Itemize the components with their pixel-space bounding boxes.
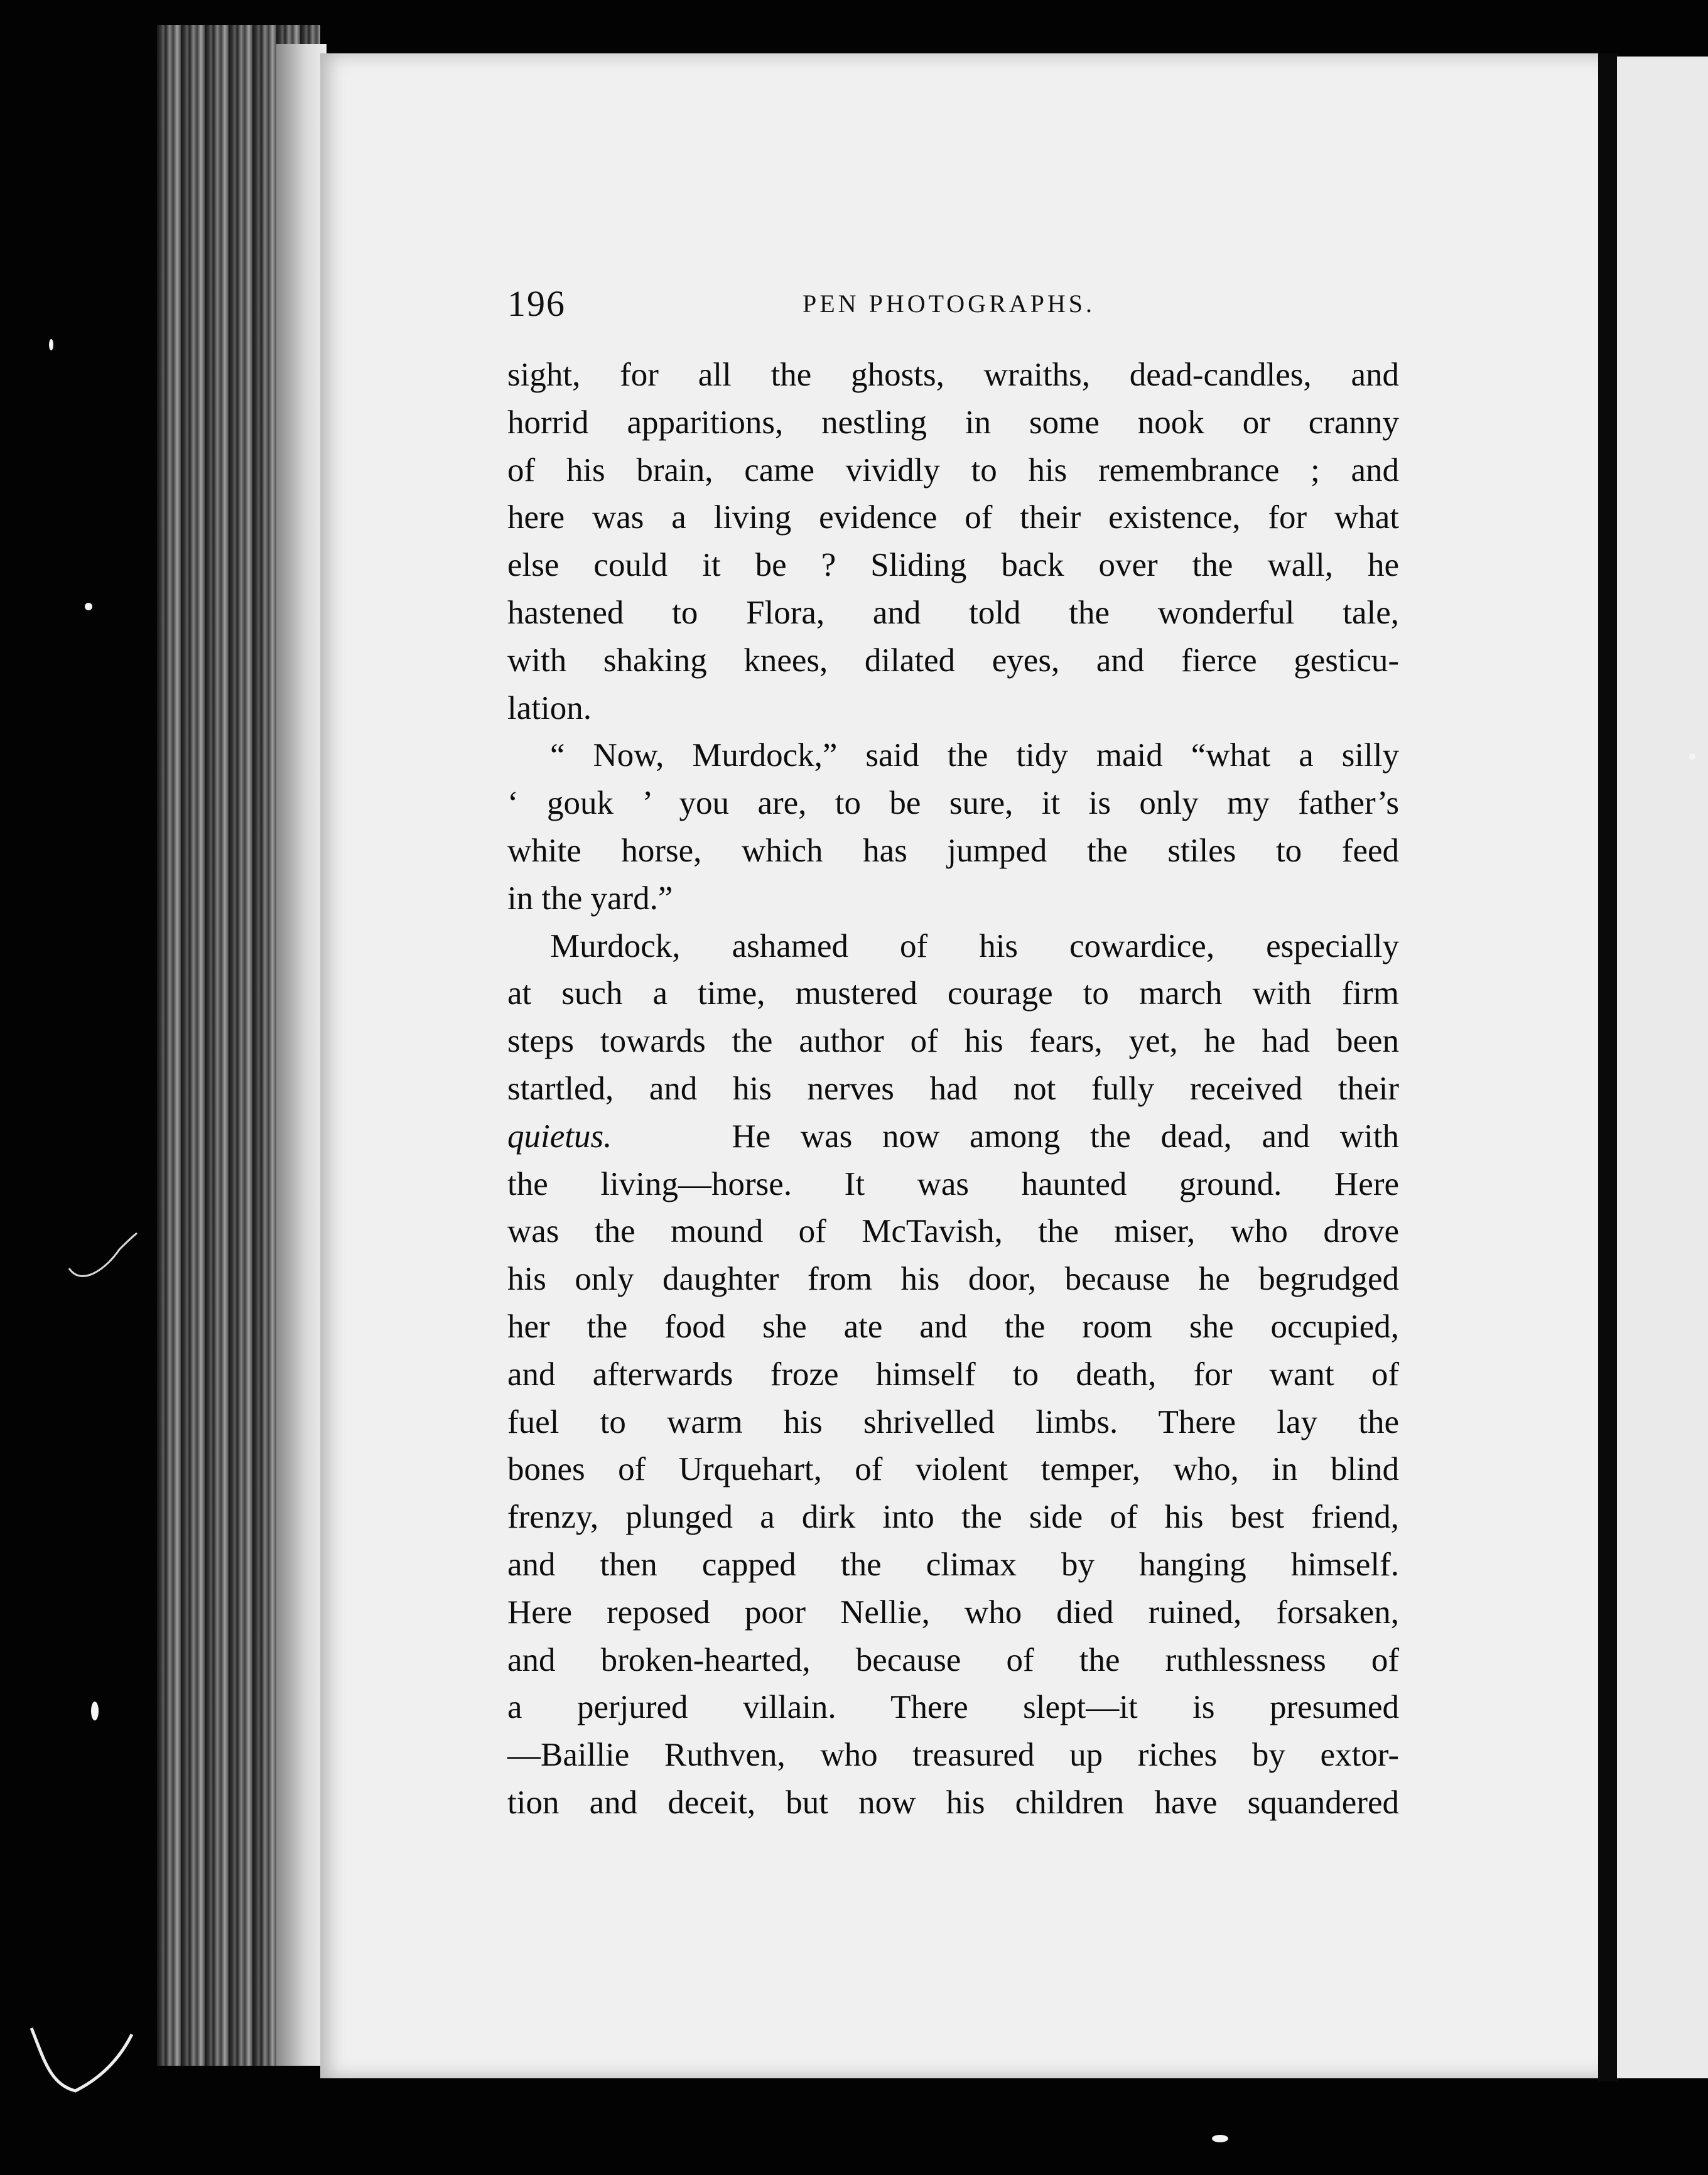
page-header xyxy=(507,283,1399,333)
paragraph-3 xyxy=(507,923,1399,1827)
text-line: tion and deceit, but now his children have squandered xyxy=(507,1784,1399,1821)
text-line: and afterwards froze himself to death, for want of xyxy=(507,1356,1399,1393)
text-line: Murdock, ashamed of his cowardice, especially xyxy=(550,927,1399,964)
facing-page-edge xyxy=(1617,57,1708,2078)
paragraph-2 xyxy=(507,732,1399,922)
text-line: Here reposed poor Nellie, who died ruined, forsaken, xyxy=(507,1594,1399,1631)
text-line: was the mound of McTavish, the miser, who drove xyxy=(507,1213,1399,1250)
text-line: here was a living evidence of their existence, for what xyxy=(507,499,1399,536)
book-page-edges-light xyxy=(276,44,327,2066)
page-number: 196 xyxy=(507,283,566,324)
text-line: and broken-hearted, because of the ruthlessness of xyxy=(507,1641,1399,1678)
text-line: at such a time, mustered courage to march with firm xyxy=(507,975,1399,1012)
text-line: and then capped the climax by hanging himself. xyxy=(507,1546,1399,1583)
gutter-shadow xyxy=(1598,53,1618,2081)
text-line: startled, and his nerves had not fully received their xyxy=(507,1070,1399,1107)
text-line: fuel to warm his shrivelled limbs. There lay the xyxy=(507,1403,1399,1440)
text-line: “ Now, Murdock,” said the tidy maid “what a silly xyxy=(550,737,1399,774)
paragraph-1 xyxy=(507,352,1399,732)
text-line: his only daughter from his door, because he begrudged xyxy=(507,1261,1399,1298)
text-line-mixed xyxy=(507,1113,1399,1161)
text-line: steps towards the author of his fears, yet, he had been xyxy=(507,1023,1399,1060)
scan-scratch-mark xyxy=(63,1231,138,1293)
text-line: with shaking knees, dilated eyes, and fierce gesticu- xyxy=(507,642,1399,679)
text-line: else could it be ? Sliding back over the wall, he xyxy=(507,547,1399,584)
text-line: of his brain, came vividly to his remembrance ; and xyxy=(507,451,1399,488)
text-line: horrid apparitions, nestling in some nook or cranny xyxy=(507,404,1399,441)
text-line: lation. xyxy=(507,689,592,726)
running-head: PEN PHOTOGRAPHS. xyxy=(803,289,1096,318)
scan-speck xyxy=(85,603,92,610)
text-line: frenzy, plunged a dirk into the side of his best friend, xyxy=(507,1499,1399,1536)
scan-speck xyxy=(49,339,53,350)
text-line: —Baillie Ruthven, who treasured up riches by extor- xyxy=(507,1737,1399,1774)
text-line: hastened to Flora, and told the wonderful tale, xyxy=(507,594,1399,631)
text-line: sight, for all the ghosts, wraiths, dead-candles, and xyxy=(507,357,1399,393)
body-text xyxy=(507,352,1399,1827)
scan-speck xyxy=(91,1702,99,1720)
text-line: ‘ gouk ’ you are, to be sure, it is only my father’s xyxy=(507,785,1399,822)
scan-speck xyxy=(1689,753,1695,760)
text-line: white horse, which has jumped the stiles to feed xyxy=(507,832,1399,869)
text-line: the living—horse. It was haunted ground. Here xyxy=(507,1165,1399,1202)
text-line: bones of Urquehart, of violent temper, who, in blind xyxy=(507,1451,1399,1488)
scan-speck xyxy=(1212,2135,1228,2142)
italic-word: quietus. xyxy=(507,1118,612,1155)
scan-scratch-mark xyxy=(25,2022,138,2097)
text-line: a perjured villain. There slept—it is presumed xyxy=(507,1689,1399,1726)
text-line: in the yard.” xyxy=(507,880,673,917)
text-line: her the food she ate and the room she occupied, xyxy=(507,1308,1399,1345)
text-fragment: He was now among the dead, and with xyxy=(732,1118,1400,1155)
